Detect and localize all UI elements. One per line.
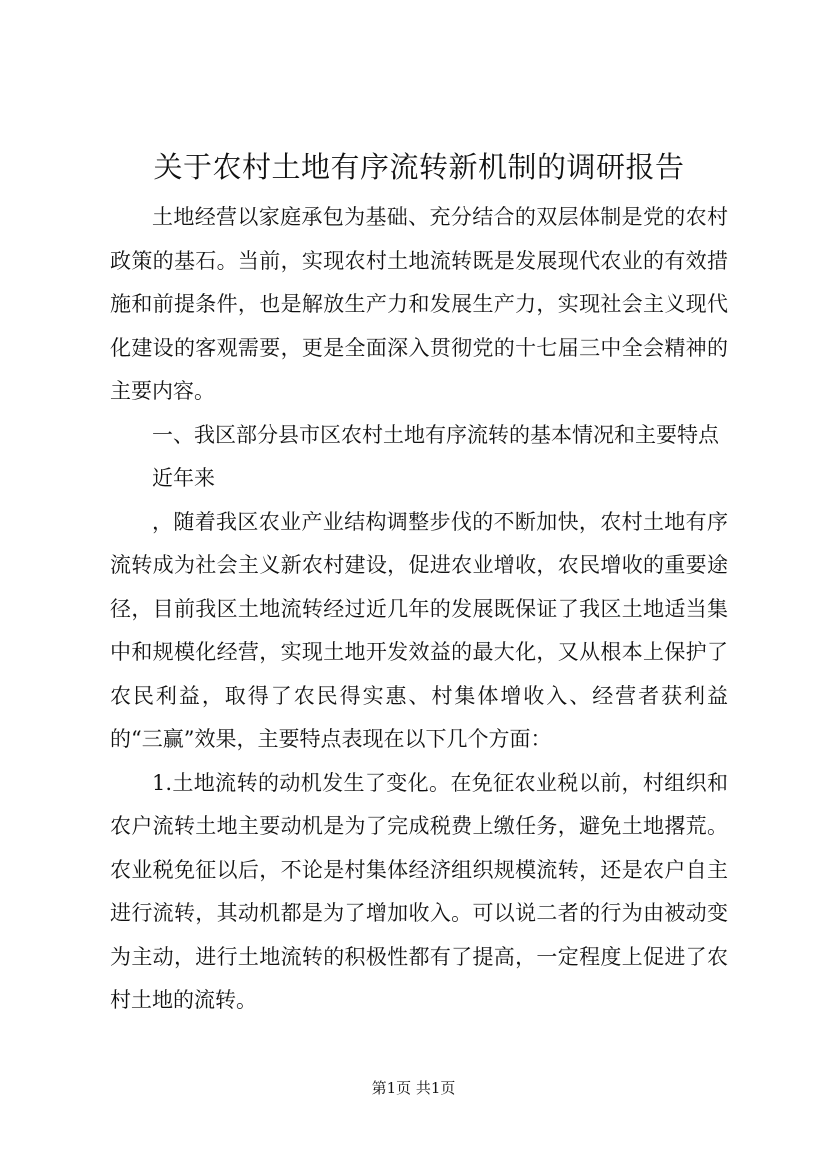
section-heading: 一、我区部分县市区农村土地有序流转的基本情况和主要特点 (152, 422, 719, 447)
paragraph-features: ，随着我区农业产业结构调整步伐的不断加快，农村土地有序流转成为社会主义新农村建设，促进农业增收，农民增收的重要途径，目前我区土地流转经过近几年的发展既保证了我区土地适当集中和规模化经营，实现土地开发效益的最大化，又从根本上保护了农民利益，取得了农民得实惠、村集体增收入、经营者获利益的“三赢”效果，主要特点表现在以下几个方面： (110, 509, 728, 751)
paragraph-intro: 土地经营以家庭承包为基础、充分结合的双层体制是党的农村政策的基石。当前，实现农村土地流转既是发展现代农业的有效措施和前提条件，也是解放生产力和发展生产力，实现社会主义现代化建设的客观需要，更是全面深入贯彻党的十七届三中全会精神的主要内容。 (110, 205, 728, 403)
page-footer: 第1页 共1页 (371, 1079, 456, 1097)
document-title: 关于农村土地有序流转新机制的调研报告 (153, 150, 685, 184)
document-page (110, 140, 728, 1023)
paragraph-recent-years: 近年来 (152, 466, 215, 490)
paragraph-point-1: 1.土地流转的动机发生了变化。在免征农业税以前，村组织和农户流转土地主要动机是为了完成税费上缴任务，避免土地撂荒。农业税免征以后，不论是村集体经济组织规模流转，还是农户自主进行流转，其动机都是为了增加收入。可以说二者的行为由被动变为主动，进行土地流转的积极性都有了提高，一定程度上促进了农村土地的流转。 (110, 770, 728, 1012)
